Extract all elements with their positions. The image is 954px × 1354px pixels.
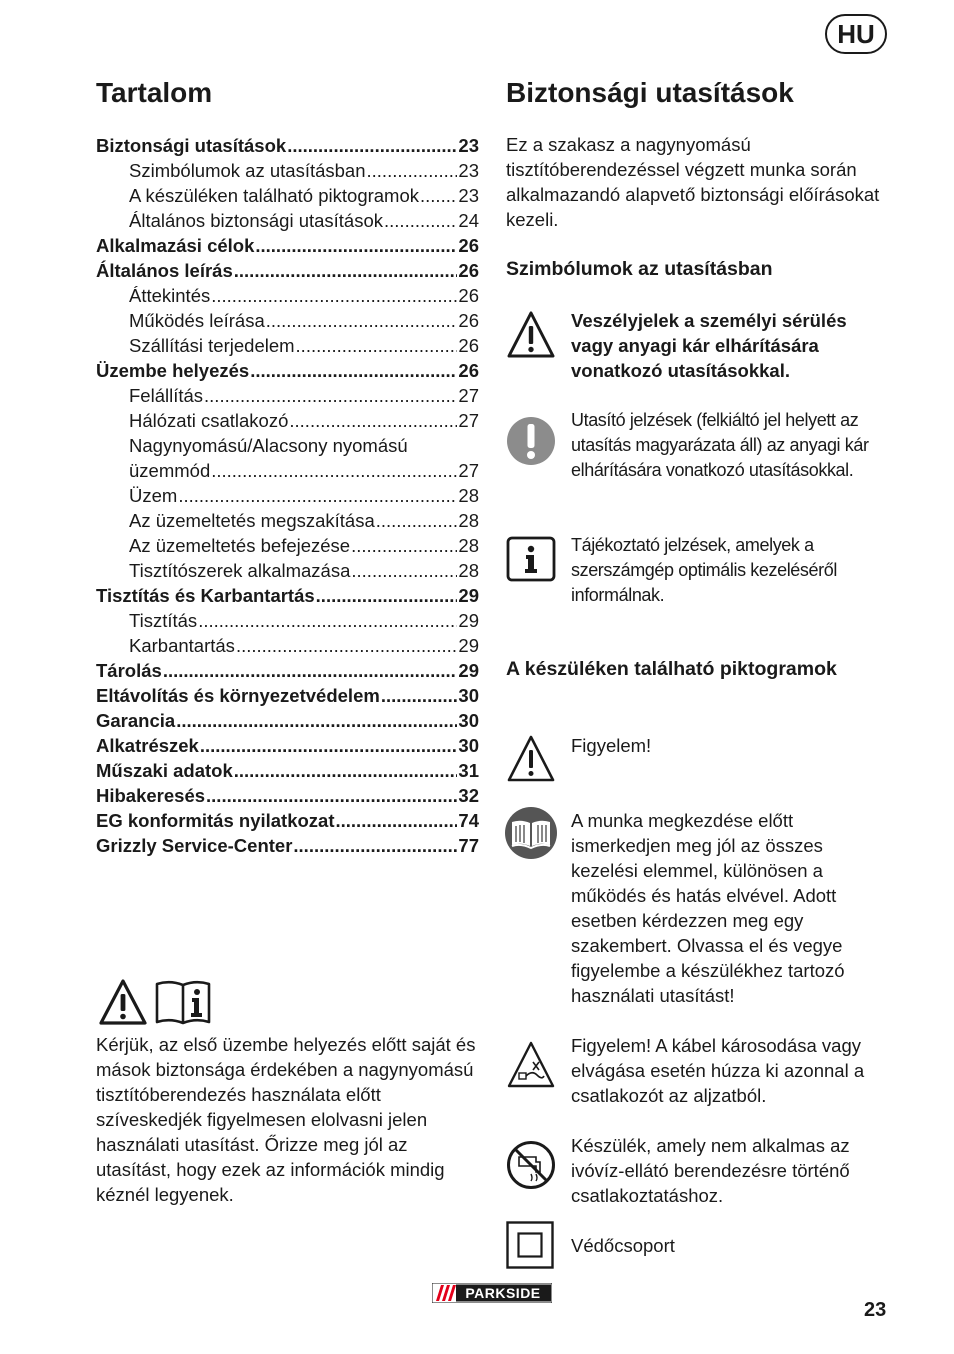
toc-entry-text: üzemmód <box>129 460 211 481</box>
toc-entry-text: Karbantartás <box>129 635 235 656</box>
toc-entry-page: 26 <box>458 335 479 356</box>
toc-entry <box>96 358 479 383</box>
toc-entry <box>96 233 479 258</box>
pictogram-read-manual-text: A munka megkezdése előtt ismerkedjen meg jól az összes kezelési elemmel, különösen a működés és hatás elvével. Adott esetben kérdezzen meg egy szakembert. Olvassa el és vegye figyelembe a készülékhez tartozó használati utasítást! <box>571 810 845 1006</box>
pictograms-heading: A készüléken található piktogramok <box>506 658 837 680</box>
cable-damage-warning-icon <box>506 1040 556 1090</box>
toc-entry-page: 31 <box>458 760 479 781</box>
toc-entry <box>96 683 479 708</box>
toc-entry-page: 27 <box>458 385 479 406</box>
toc-leader-dots <box>250 358 457 383</box>
toc-entry-page: 28 <box>458 510 479 531</box>
toc-leader-dots <box>234 758 458 783</box>
toc-entry-page: 27 <box>458 460 479 481</box>
toc-leader-dots <box>204 383 457 408</box>
toc-entry <box>96 808 479 833</box>
toc-entry-text: Az üzemeltetés befejezése <box>129 535 351 556</box>
toc-entry-page: 29 <box>458 585 479 606</box>
toc-entry-page: 29 <box>458 635 479 656</box>
toc-entry-text: A készüléken található piktogramok <box>129 185 420 206</box>
toc-entry <box>96 583 479 608</box>
warning-and-manual-icons <box>98 978 212 1026</box>
toc-entry-page: 28 <box>458 535 479 556</box>
read-manual-book-icon <box>504 806 558 860</box>
toc-entry-text: Eltávolítás és környezetvédelem <box>96 685 380 706</box>
danger-warning-triangle-icon <box>506 310 556 360</box>
page-number: 23 <box>864 1299 887 1321</box>
toc-leader-dots <box>206 783 457 808</box>
toc-entry <box>96 408 479 433</box>
toc-entry <box>96 483 479 508</box>
toc-leader-dots <box>420 183 457 208</box>
toc-entry-page: 23 <box>458 160 479 181</box>
warning-triangle-icon <box>98 978 148 1026</box>
toc-entry-text: Szállítási terjedelem <box>129 335 295 356</box>
toc-entry-text: Általános biztonsági utasítások <box>129 210 384 231</box>
toc-leader-dots <box>234 258 458 283</box>
toc-entry-text: Áttekintés <box>129 285 211 306</box>
toc-entry-text: Hibakeresés <box>96 785 206 806</box>
attention-triangle-icon <box>506 734 556 784</box>
toc-entry-text: EG konformitás nyilatkozat <box>96 810 335 831</box>
toc-entry-page: 26 <box>458 310 479 331</box>
toc-entry-page: 74 <box>458 810 479 831</box>
toc-entry <box>96 283 479 308</box>
toc-entry <box>96 833 479 858</box>
toc-entry-page: 24 <box>458 210 479 231</box>
toc-entry <box>96 733 479 758</box>
safety-intro-paragraph: Ez a szakasz a nagynyomású tisztítóberendezéssel végzett munka során alkalmazandó alapvető biztonsági előírásokat kezeli. <box>506 134 880 230</box>
toc-entry-text: Üzembe helyezés <box>96 360 250 381</box>
parkside-logo <box>432 1283 552 1303</box>
toc-entry-text: Grizzly Service-Center <box>96 835 293 856</box>
toc-entry-text: Hálózati csatlakozó <box>129 410 289 431</box>
toc-leader-dots <box>367 158 458 183</box>
toc-entry <box>96 333 479 358</box>
toc-entry-text: Működés leírása <box>129 310 265 331</box>
toc-entry-text: Tisztítás és Karbantartás <box>96 585 315 606</box>
toc-leader-dots <box>211 283 457 308</box>
toc-entry-page: 30 <box>458 735 479 756</box>
toc-entry <box>96 783 479 808</box>
toc-entry-text: Alkatrészek <box>96 735 199 756</box>
pictogram-protection-class-text: Védőcsoport <box>571 1235 675 1256</box>
brand-name: PARKSIDE <box>465 1285 541 1301</box>
toc-entry-page: 29 <box>458 660 479 681</box>
toc-leader-dots <box>211 458 457 483</box>
toc-entry-text: Biztonsági utasítások <box>96 135 287 156</box>
intro-paragraph: Kérjük, az első üzembe helyezés előtt saját és mások biztonsága érdekében a nagynyomású tisztítóberendezés használata előtt szíveskedjék figyelmesen elolvasni jelen használati utasítást. Őrizze meg jól az utasítást, hogy ezek az információk mindig kéznél legyenek. <box>96 1034 476 1205</box>
toc-entry-text: Általános leírás <box>96 260 233 281</box>
toc-entry-text: Tisztítószerek alkalmazása <box>129 560 351 581</box>
toc-entry-text: Szimbólumok az utasításban <box>129 160 366 181</box>
toc-entry-text: Alkalmazási célok <box>96 235 255 256</box>
toc-entry-page: 23 <box>458 185 479 206</box>
toc-entry <box>96 433 479 458</box>
toc-entry <box>96 383 479 408</box>
symbol-info-text: Tájékoztató jelzések, amelyek a szerszámgép optimális kezeléséről informálnak. <box>571 535 837 605</box>
no-drinking-water-connection-icon <box>506 1140 556 1190</box>
toc-entry-text: Garancia <box>96 710 176 731</box>
toc-leader-dots <box>381 683 458 708</box>
toc-leader-dots <box>289 408 457 433</box>
toc-entry-text: Felállítás <box>129 385 204 406</box>
toc-entry <box>96 208 479 233</box>
pictogram-attention-text: Figyelem! <box>571 735 652 756</box>
language-badge: HU <box>825 14 887 54</box>
toc-leader-dots <box>351 533 457 558</box>
toc-entry-text: Üzem <box>129 485 178 506</box>
toc-entry <box>96 758 479 783</box>
toc-entry-page: 26 <box>458 235 479 256</box>
toc-leader-dots <box>198 608 457 633</box>
toc-leader-dots <box>255 233 457 258</box>
toc-entry-text: Tisztítás <box>129 610 198 631</box>
toc-title: Tartalom <box>96 77 213 108</box>
toc-entry-page: 77 <box>458 835 479 856</box>
toc-entry <box>96 558 479 583</box>
toc-entry-page: 23 <box>458 135 479 156</box>
toc-entry-text: Műszaki adatok <box>96 760 233 781</box>
toc-entry <box>96 258 479 283</box>
toc-leader-dots <box>287 133 457 158</box>
toc-leader-dots <box>376 508 458 533</box>
toc-entry <box>96 608 479 633</box>
info-square-icon <box>506 536 556 586</box>
toc-leader-dots <box>266 308 458 333</box>
toc-entry <box>96 458 479 483</box>
toc-entry <box>96 708 479 733</box>
toc-entry-page: 32 <box>458 785 479 806</box>
toc-entry-page: 26 <box>458 260 479 281</box>
toc-entry-page: 26 <box>458 360 479 381</box>
toc-leader-dots <box>351 558 457 583</box>
toc-entry-text: Nagynyomású/Alacsony nyomású <box>129 435 408 456</box>
toc-leader-dots <box>236 633 457 658</box>
toc-entry-page: 30 <box>458 710 479 731</box>
toc-leader-dots <box>336 808 458 833</box>
symbols-heading: Szimbólumok az utasításban <box>506 258 773 280</box>
toc-entry-text: Az üzemeltetés megszakítása <box>129 510 375 531</box>
toc-leader-dots <box>163 658 458 683</box>
toc-leader-dots <box>296 333 458 358</box>
toc-entry-page: 26 <box>458 285 479 306</box>
toc-entry <box>96 633 479 658</box>
toc-entry <box>96 183 479 208</box>
toc-entry <box>96 308 479 333</box>
toc-leader-dots <box>176 708 457 733</box>
toc-entry <box>96 133 479 158</box>
toc-entry-page: 28 <box>458 560 479 581</box>
exclamation-circle-icon <box>506 416 556 466</box>
toc-entry-text: Tárolás <box>96 660 162 681</box>
read-manual-info-icon <box>154 978 212 1026</box>
protection-class-ii-icon <box>506 1221 554 1269</box>
table-of-contents <box>96 133 479 858</box>
toc-leader-dots <box>200 733 458 758</box>
toc-leader-dots <box>316 583 458 608</box>
toc-leader-dots <box>178 483 457 508</box>
toc-entry <box>96 658 479 683</box>
symbol-prohibition-text: Utasító jelzések (felkiáltó jel helyett az utasítás magyarázata áll) az anyagi kár elhárítására vonatkozó utasításokkal. <box>571 410 869 480</box>
toc-entry <box>96 508 479 533</box>
toc-entry <box>96 158 479 183</box>
toc-leader-dots <box>293 833 457 858</box>
safety-title: Biztonsági utasítások <box>506 77 794 108</box>
toc-entry-page: 30 <box>458 685 479 706</box>
symbol-danger-text: Veszélyjelek a személyi sérülés vagy anyagi kár elhárítására vonatkozó utasításokkal. <box>571 310 847 381</box>
toc-entry-page: 29 <box>458 610 479 631</box>
toc-leader-dots <box>384 208 457 233</box>
toc-entry-page: 27 <box>458 410 479 431</box>
toc-entry-page: 28 <box>458 485 479 506</box>
pictogram-cable-text: Figyelem! A kábel károsodása vagy elvágása esetén húzza ki azonnal a csatlakozót az aljzatból. <box>571 1035 865 1106</box>
pictogram-drinking-water-text: Készülék, amely nem alkalmas az ivóvíz-ellátó berendezésre történő csatlakoztatáshoz. <box>571 1135 850 1206</box>
toc-entry <box>96 533 479 558</box>
